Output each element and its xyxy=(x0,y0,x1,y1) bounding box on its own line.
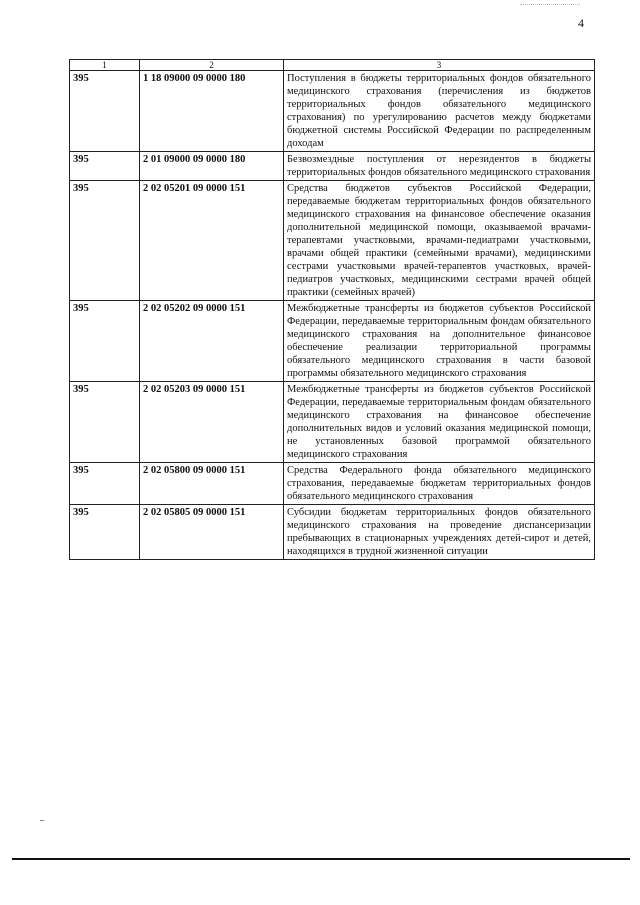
budget-codes-table xyxy=(69,59,595,560)
admin-code: 395 xyxy=(70,505,140,560)
column-number-1: 1 xyxy=(70,60,140,71)
footer-rule xyxy=(12,858,630,860)
revenue-description: Безвозмездные поступления от нерезидентов в бюджеты территориальных фондов обязательного медицинского страхования xyxy=(284,152,595,181)
admin-code: 395 xyxy=(70,301,140,382)
table-row xyxy=(70,463,595,505)
column-number-2: 2 xyxy=(140,60,284,71)
admin-code: 395 xyxy=(70,382,140,463)
table-row xyxy=(70,152,595,181)
budget-classification-code: 1 18 09000 09 0000 180 xyxy=(140,71,284,152)
page-number: 4 xyxy=(578,16,584,30)
budget-classification-code: 2 02 05202 09 0000 151 xyxy=(140,301,284,382)
column-number-3: 3 xyxy=(284,60,595,71)
revenue-description: Поступления в бюджеты территориальных фондов обязательного медицинского страхования (перечисления из бюджетов территориальных фондов обязательного медицинского страхования) по урегулированию расчетов между бюджетами бюджетной системы Российской Федерации по распределенным доходам xyxy=(284,71,595,152)
revenue-description: Средства Федерального фонда обязательного медицинского страхования, передаваемые бюджетам территориальных фондов обязательного медицинского страхования xyxy=(284,463,595,505)
scan-artifact xyxy=(40,820,44,821)
budget-classification-code: 2 02 05805 09 0000 151 xyxy=(140,505,284,560)
revenue-description: Межбюджетные трансферты из бюджетов субъектов Российской Федерации, передаваемые территориальным фондам обязательного медицинского страхования на дополнительное финансовое обеспечение реализации территориальной программы обязательного медицинского страхования в части базовой программы обязательного медицинского страхования xyxy=(284,301,595,382)
admin-code: 395 xyxy=(70,463,140,505)
revenue-description: Межбюджетные трансферты из бюджетов субъектов Российской Федерации, передаваемые территориальным фондам обязательного медицинского страхования на финансовое обеспечение дополнительных видов и условий оказания медицинской помощи, не установленных базовой программой обязательного медицинского страхования xyxy=(284,382,595,463)
table-row xyxy=(70,382,595,463)
admin-code: 395 xyxy=(70,152,140,181)
table-row xyxy=(70,505,595,560)
revenue-description: Субсидии бюджетам территориальных фондов обязательного медицинского страхования на проведение диспансеризации пребывающих в стационарных учреждениях детей-сирот и детей, находящихся в трудной жизненной ситуации xyxy=(284,505,595,560)
budget-classification-code: 2 02 05800 09 0000 151 xyxy=(140,463,284,505)
revenue-description: Средства бюджетов субъектов Российской Федерации, передаваемые бюджетам территориальных фондов обязательного медицинского страхования на финансовое обеспечение оказания дополнительной медицинской помощи, оказываемой врачами-терапевтами участковыми, врачами-педиатрами участковыми, врачами общей практики (семейными врачами), медицинскими сестрами участковыми врачей-терапевтов участковых, врачей-педиатров участковых, медицинскими сестрами врачей общей практики (семейных врачей) xyxy=(284,181,595,301)
admin-code: 395 xyxy=(70,181,140,301)
table-row xyxy=(70,181,595,301)
admin-code: 395 xyxy=(70,71,140,152)
table-row xyxy=(70,301,595,382)
budget-classification-code: 2 02 05201 09 0000 151 xyxy=(140,181,284,301)
scan-artifact xyxy=(520,4,580,6)
column-number-row xyxy=(70,60,595,71)
table-row xyxy=(70,71,595,152)
budget-classification-code: 2 01 09000 09 0000 180 xyxy=(140,152,284,181)
budget-classification-code: 2 02 05203 09 0000 151 xyxy=(140,382,284,463)
